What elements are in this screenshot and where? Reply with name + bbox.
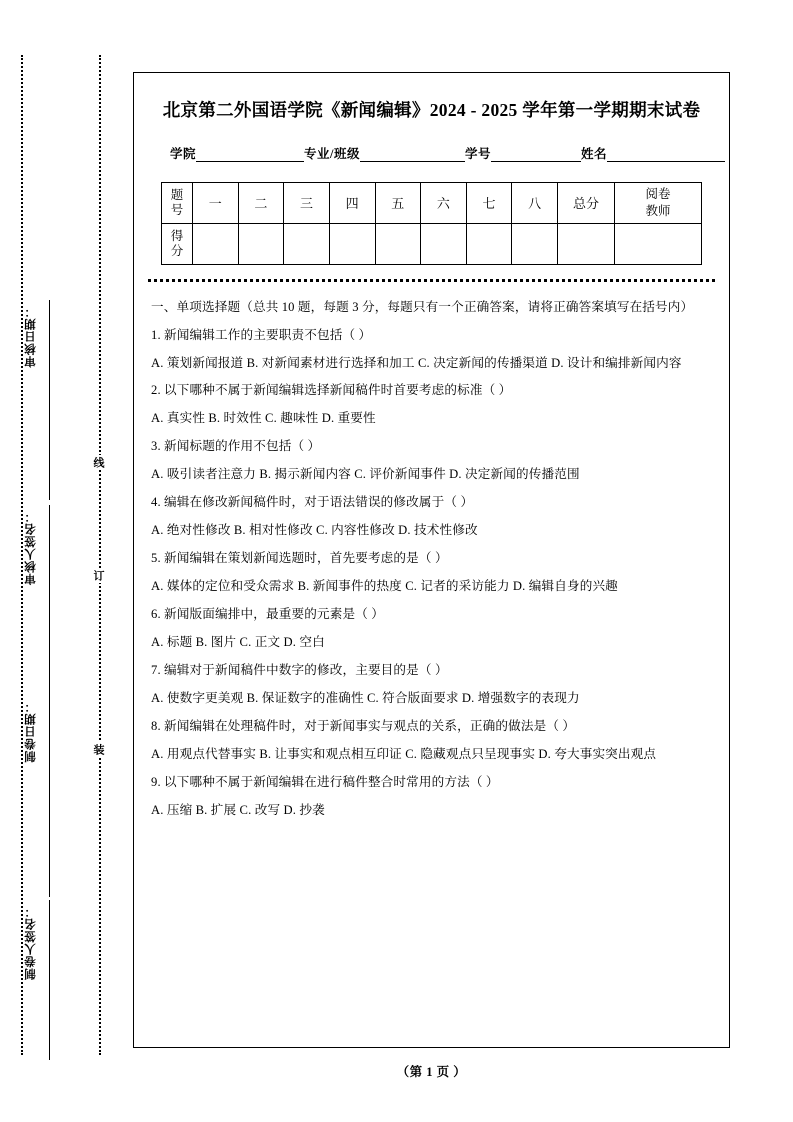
- score-cell-7[interactable]: [466, 223, 512, 264]
- row-header-question-number: 题 号: [162, 182, 193, 223]
- binding-rule-3: [49, 697, 50, 897]
- score-cell-teacher[interactable]: [615, 223, 702, 264]
- field-student-id: [465, 144, 581, 162]
- score-col-header-8: 八: [512, 182, 558, 223]
- question-5-stem: 5. 新闻编辑在策划新闻选题时，首先要考虑的是（ ）: [151, 551, 448, 566]
- question-2-stem: 2. 以下哪种不属于新闻编辑选择新闻稿件时首要考虑的标准（ ）: [151, 383, 512, 398]
- question-3-stem: 3. 新闻标题的作用不包括（ ）: [151, 439, 321, 454]
- question-4-stem: 4. 编辑在修改新闻稿件时，对于语法错误的修改属于（ ）: [151, 495, 474, 510]
- section-heading-1: 一、单项选择题（总共 10 题，每题 3 分，每题只有一个正确答案，请将正确答案填写在括号内）: [151, 299, 694, 314]
- score-cell-1[interactable]: [193, 223, 239, 264]
- field-college: [170, 144, 304, 162]
- question-7-stem: 7. 编辑对于新闻稿件中数字的修改，主要目的是（ ）: [151, 663, 448, 678]
- question-6-stem: 6. 新闻版面编排中，最重要的元素是（ ）: [151, 607, 384, 622]
- review-date-label: 审核日期：: [25, 305, 37, 368]
- field-major: [304, 144, 465, 162]
- score-cell-total[interactable]: [558, 223, 615, 264]
- question-6-options: A. 标题 B. 图片 C. 正文 D. 空白: [151, 635, 325, 650]
- score-table: [161, 182, 702, 265]
- binding-dotted-line-outer: [21, 55, 23, 1055]
- dotted-separator: [148, 279, 715, 282]
- question-body: [151, 294, 712, 825]
- question-8-options: A. 用观点代替事实 B. 让事实和观点相互印证 C. 隐藏观点只呈现事实 D. 夸大事实突出观点: [151, 746, 657, 761]
- exam-title: 北京第二外国语学院《新闻编辑》2024 - 2025 学年第一学期期末试卷: [162, 100, 701, 120]
- score-col-header-7: 七: [466, 182, 512, 223]
- review-signature-label: 审核人签名：: [25, 510, 37, 585]
- seam-char-line: 线: [92, 457, 104, 468]
- score-cell-4[interactable]: [329, 223, 375, 264]
- question-8-stem: 8. 新闻编辑在处理稿件时，对于新闻事实与观点的关系，正确的做法是（ ）: [151, 718, 576, 733]
- score-cell-2[interactable]: [238, 223, 284, 264]
- score-col-header-3: 三: [284, 182, 330, 223]
- table-row-scores: [162, 223, 702, 264]
- field-college-input[interactable]: [196, 148, 304, 162]
- question-9-options: A. 压缩 B. 扩展 C. 改写 D. 抄袭: [151, 802, 325, 817]
- binding-rule-2: [49, 505, 50, 700]
- exam-paper-frame: [133, 72, 730, 1048]
- row-header-score: 得 分: [162, 223, 193, 264]
- field-college-label: 学院: [170, 146, 197, 161]
- field-major-label: 专业/班级: [304, 146, 360, 161]
- student-info-row: [170, 144, 693, 162]
- score-cell-5[interactable]: [375, 223, 421, 264]
- binding-dotted-line-inner: [99, 55, 101, 1055]
- field-name: [581, 144, 725, 162]
- score-col-header-5: 五: [375, 182, 421, 223]
- score-col-header-2: 二: [238, 182, 284, 223]
- score-col-header-total: 总分: [558, 182, 615, 223]
- score-col-header-teacher: 阅卷 教师: [615, 182, 702, 223]
- question-2-options: A. 真实性 B. 时效性 C. 趣味性 D. 重要性: [151, 411, 376, 426]
- seam-char-pack: 装: [92, 744, 104, 755]
- question-4-options: A. 绝对性修改 B. 相对性修改 C. 内容性修改 D. 技术性修改: [151, 523, 478, 538]
- field-student-id-label: 学号: [465, 146, 492, 161]
- question-5-options: A. 媒体的定位和受众需求 B. 新闻事件的热度 C. 记者的采访能力 D. 编辑自身的兴趣: [151, 579, 618, 594]
- score-cell-3[interactable]: [284, 223, 330, 264]
- score-col-header-1: 一: [193, 182, 239, 223]
- question-9-stem: 9. 以下哪种不属于新闻编辑在进行稿件整合时常用的方法（ ）: [151, 774, 499, 789]
- binding-rule-1: [49, 300, 50, 500]
- maker-signature-label: 制卷人签名：: [25, 905, 37, 980]
- score-cell-8[interactable]: [512, 223, 558, 264]
- seam-char-bind: 订: [92, 570, 104, 581]
- score-cell-6[interactable]: [421, 223, 467, 264]
- question-7-options: A. 使数字更美观 B. 保证数字的准确性 C. 符合版面要求 D. 增强数字的表现力: [151, 690, 580, 705]
- question-3-options: A. 吸引读者注意力 B. 揭示新闻内容 C. 评价新闻事件 D. 决定新闻的传播范围: [151, 467, 580, 482]
- score-col-header-4: 四: [329, 182, 375, 223]
- page-number-footer: （第 1 页 ）: [396, 1065, 467, 1079]
- question-1-stem: 1. 新闻编辑工作的主要职责不包括（ ）: [151, 327, 372, 342]
- maker-date-label: 制卷日期：: [25, 700, 37, 763]
- field-major-input[interactable]: [360, 148, 465, 162]
- binding-rule-4: [49, 900, 50, 1060]
- question-1-options: A. 策划新闻报道 B. 对新闻素材进行选择和加工 C. 决定新闻的传播渠道 D. 设计和编排新闻内容: [151, 355, 682, 370]
- field-student-id-input[interactable]: [491, 148, 581, 162]
- field-name-input[interactable]: [607, 148, 725, 162]
- table-row-question-numbers: [162, 182, 702, 223]
- binding-strip: [0, 0, 133, 1122]
- score-col-header-6: 六: [421, 182, 467, 223]
- field-name-label: 姓名: [581, 146, 608, 161]
